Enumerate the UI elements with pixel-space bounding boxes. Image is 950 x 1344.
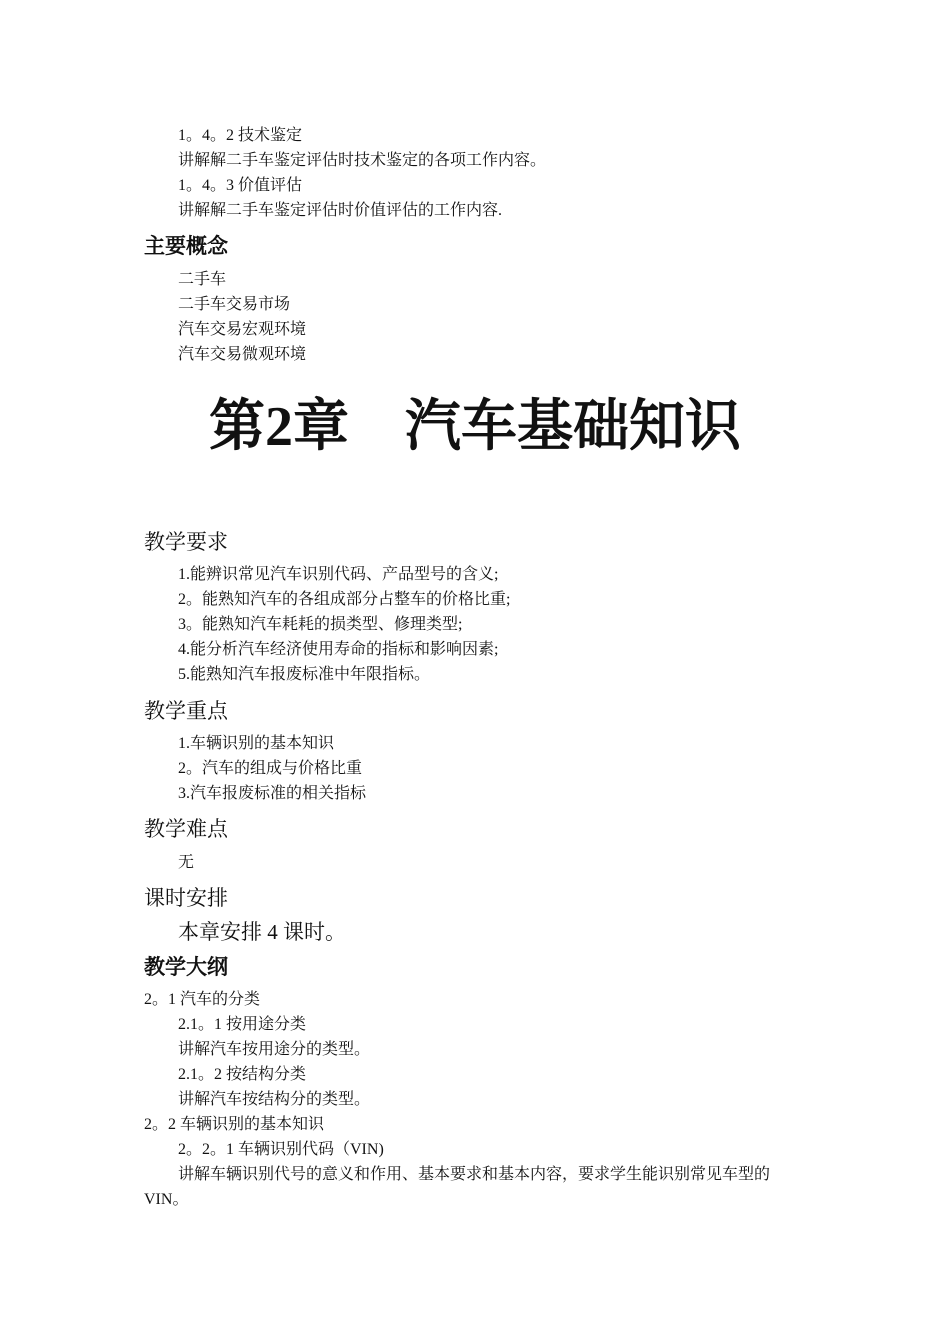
section-1-4-3-description: 讲解解二手车鉴定评估时价值评估的工作内容. <box>178 202 503 219</box>
difficulties-heading: 教学难点 <box>144 817 228 841</box>
outline-section-2-1-2: 2.1。2 按结构分类 <box>178 1066 307 1083</box>
section-1-4-2-title: 1。4。2 技术鉴定 <box>178 127 303 144</box>
concepts-heading: 主要概念 <box>144 234 228 258</box>
requirement-item: 4.能分析汽车经济使用寿命的指标和影响因素; <box>178 641 499 658</box>
key-point-item: 1.车辆识别的基本知识 <box>178 735 335 752</box>
concept-item: 二手车 <box>178 271 227 288</box>
schedule-text: 本章安排 4 课时。 <box>178 920 346 944</box>
requirement-item: 5.能熟知汽车报废标准中年限指标。 <box>178 666 431 683</box>
chapter-suffix: 章 <box>293 394 349 459</box>
requirement-item: 2。能熟知汽车的各组成部分占整车的价格比重; <box>178 591 511 608</box>
outline-section-2-2: 2。2 车辆识别的基本知识 <box>144 1116 325 1133</box>
requirement-item: 3。能熟知汽车耗耗的损类型、修理类型; <box>178 616 463 633</box>
chapter-prefix: 第 <box>209 394 265 459</box>
requirement-item: 1.能辨识常见汽车识别代码、产品型号的含义; <box>178 566 499 583</box>
chapter-name: 汽车基础知识 <box>405 394 741 459</box>
key-point-item: 2。汽车的组成与价格比重 <box>178 760 363 777</box>
outline-section-2-2-1-description: 讲解车辆识别代号的意义和作用、基本要求和基本内容，要求学生能识别常见车型的 <box>178 1166 771 1183</box>
concept-item: 二手车交易市场 <box>178 296 291 313</box>
outline-section-2-1: 2。1 汽车的分类 <box>144 991 261 1008</box>
outline-section-2-1-1-description: 讲解汽车按用途分的类型。 <box>178 1041 371 1058</box>
outline-section-2-2-1: 2。2。1 车辆识别代码（VIN) <box>178 1141 384 1158</box>
section-1-4-2-description: 讲解解二手车鉴定评估时技术鉴定的各项工作内容。 <box>178 152 547 169</box>
schedule-heading: 课时安排 <box>144 886 228 910</box>
outline-section-2-2-1-description-continued: VIN。 <box>144 1191 189 1208</box>
chapter-title <box>0 392 950 462</box>
outline-section-2-1-1: 2.1。1 按用途分类 <box>178 1016 307 1033</box>
concept-item: 汽车交易宏观环境 <box>178 321 307 338</box>
requirements-heading: 教学要求 <box>144 530 228 554</box>
chapter-number: 2 <box>265 396 293 458</box>
section-1-4-3-title: 1。4。3 价值评估 <box>178 177 303 194</box>
key-points-heading: 教学重点 <box>144 699 228 723</box>
key-point-item: 3.汽车报废标准的相关指标 <box>178 785 367 802</box>
difficulty-item: 无 <box>178 854 195 871</box>
outline-heading: 教学大纲 <box>144 955 228 979</box>
outline-section-2-1-2-description: 讲解汽车按结构分的类型。 <box>178 1091 371 1108</box>
concept-item: 汽车交易微观环境 <box>178 346 307 363</box>
